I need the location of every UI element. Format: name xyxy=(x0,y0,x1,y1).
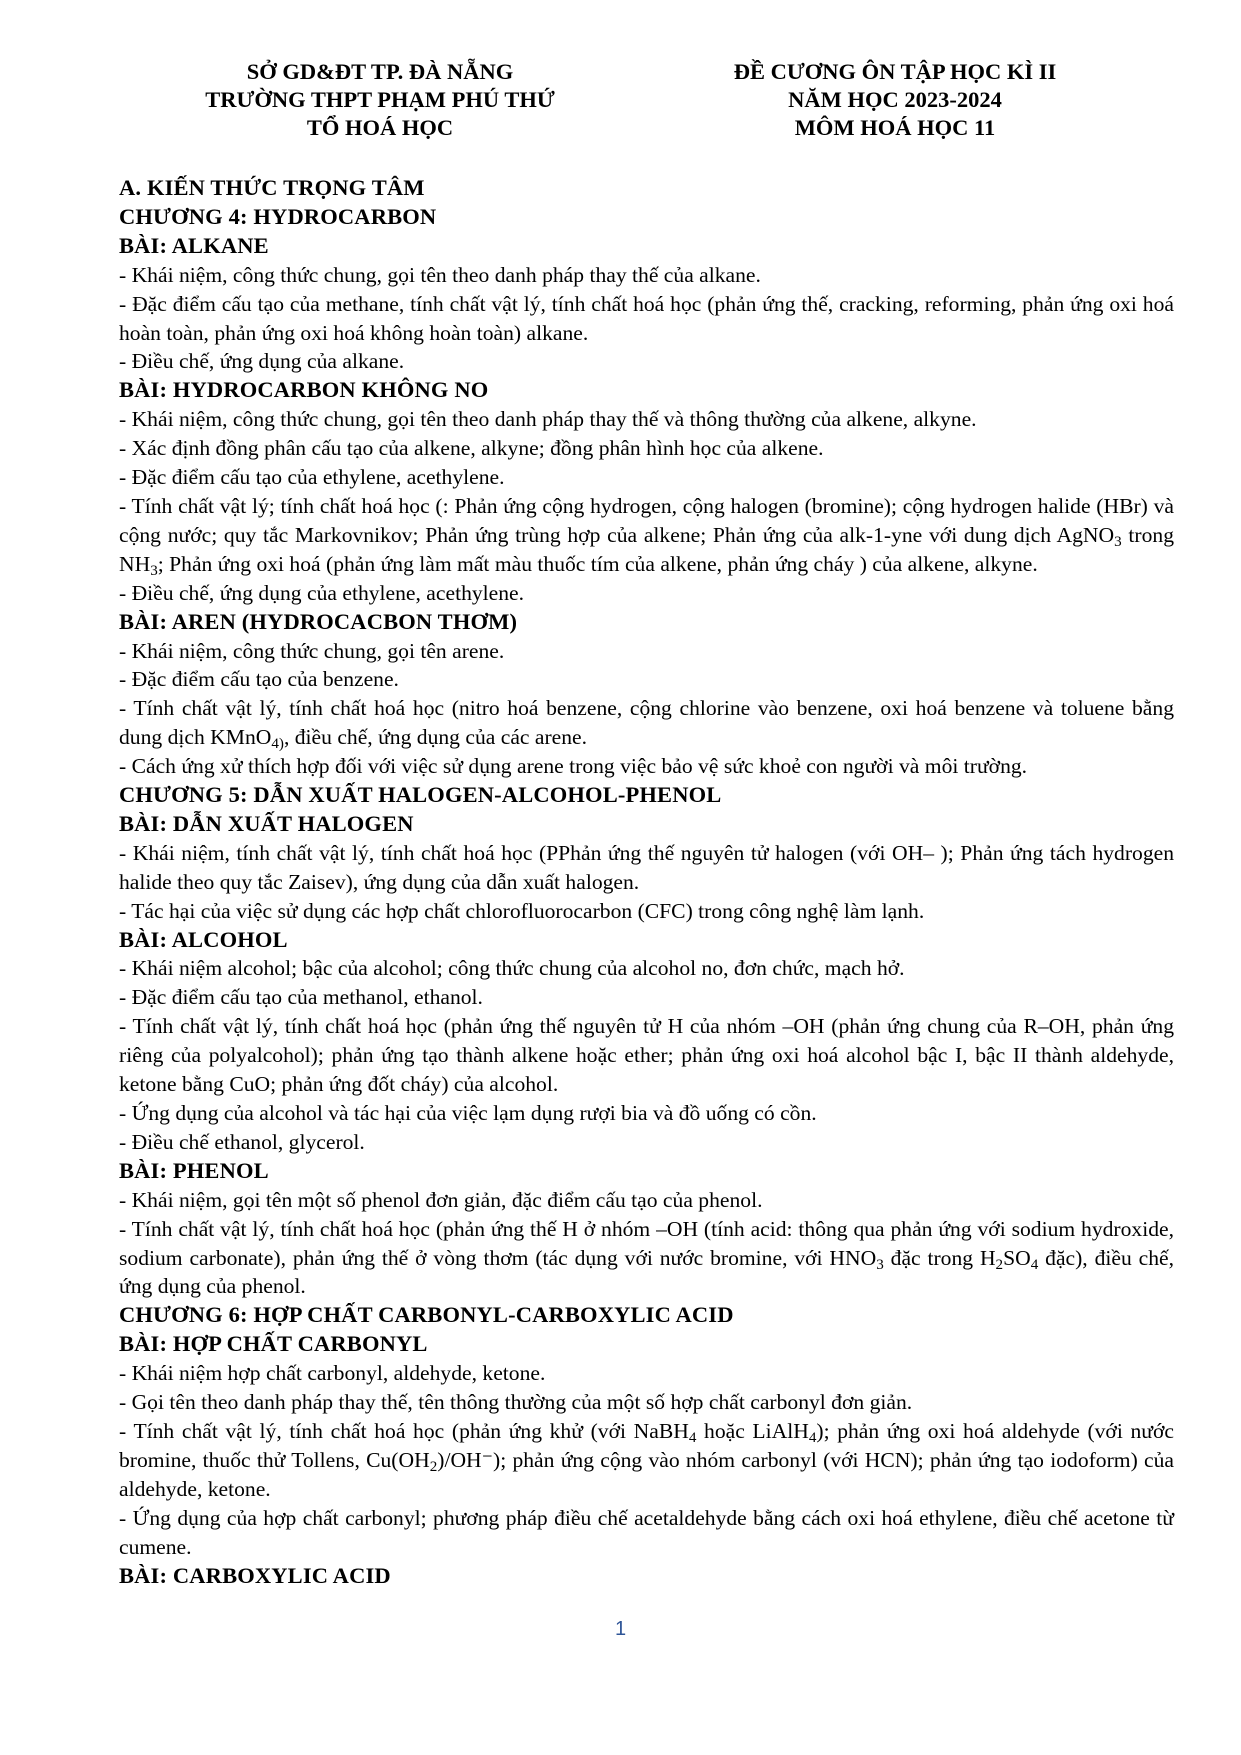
bullet-paragraph xyxy=(119,983,1174,1012)
paragraph-text: - Đặc điểm cấu tạo của methane, tính chất vật lý, tính chất hoá học (phản ứng thế, cracking, reforming, phản ứng oxi hoá hoàn toàn, phản ứng oxi hoá không hoàn toàn) alkane. xyxy=(119,291,1174,345)
header-right xyxy=(685,58,1105,142)
header-left-line: TỔ HOÁ HỌC xyxy=(306,115,454,140)
subscript: 4) xyxy=(271,735,284,752)
header-right-line: MÔM HOÁ HỌC 11 xyxy=(794,115,996,140)
paragraph-text: - Tính chất vật lý, tính chất hoá học (phản ứng thế H ở nhóm –OH (tính acid: thông qua phản ứng với sodium hydroxide, sodium carbonate), phản ứng thế ở vòng thơm (tác dụng với nước bromine, với HNO xyxy=(119,1216,1174,1270)
section-heading: CHƯƠNG 5: DẪN XUẤT HALOGEN-ALCOHOL-PHENOL xyxy=(119,782,722,808)
bullet-paragraph xyxy=(119,954,1174,983)
bullet-paragraph xyxy=(119,897,1174,926)
paragraph-text: - Khái niệm, công thức chung, gọi tên theo danh pháp thay thế và thông thường của alkene, alkyne. xyxy=(119,407,977,432)
paragraph-text: )/OH⁻); phản ứng cộng vào nhóm carbonyl (với HCN); phản ứng tạo iodoform) của aldehyde, ketone. xyxy=(119,1447,1174,1501)
section-heading: BÀI: CARBOXYLIC ACID xyxy=(119,1562,391,1588)
paragraph-text: - Điều chế ethanol, glycerol. xyxy=(119,1129,365,1154)
section-heading: BÀI: DẪN XUẤT HALOGEN xyxy=(119,810,414,836)
paragraph-text: - Xác định đồng phân cấu tạo của alkene, alkyne; đồng phân hình học của alkene. xyxy=(119,436,824,461)
paragraph-text: hoặc LiAlH xyxy=(696,1418,809,1443)
paragraph-text: - Tính chất vật lý, tính chất hoá học (phản ứng khử (với NaBH xyxy=(119,1418,689,1443)
section-heading: A. KIẾN THỨC TRỌNG TÂM xyxy=(119,175,425,200)
subscript: 3 xyxy=(876,1256,884,1273)
paragraph-text: trong NH xyxy=(119,522,1174,576)
paragraph-text: - Tính chất vật lý, tính chất hoá học (phản ứng thế nguyên tử H của nhóm –OH (phản ứng chung của R–OH, phản ứng riêng của polyalcohol); phản ứng tạo thành alkene hoặc ether; phản ứng oxi hoá alcohol bậc I, bậc II thành aldehyde, ketone bằng CuO; phản ứng đốt cháy) của alcohol. xyxy=(119,1014,1174,1097)
bullet-paragraph xyxy=(119,1099,1174,1128)
section-heading: CHƯƠNG 4: HYDROCARBON xyxy=(119,203,437,229)
paragraph-text: - Khái niệm hợp chất carbonyl, aldehyde, ketone. xyxy=(119,1361,546,1386)
header-right-line: ĐỀ CƯƠNG ÔN TẬP HỌC KÌ II xyxy=(733,59,1057,84)
bullet-paragraph xyxy=(119,579,1174,608)
paragraph-text: - Tính chất vật lý; tính chất hoá học (: Phản ứng cộng hydrogen, cộng halogen (bromine); cộng hydrogen halide (HBr) và cộng nước; quy tắc Markovnikov; Phản ứng trùng hợp của alkene; Phản ứng của alk-1-yne với dung dịch AgNO xyxy=(119,493,1174,547)
bullet-paragraph xyxy=(119,492,1174,579)
paragraph-text: , điều chế, ứng dụng của các arene. xyxy=(283,725,588,750)
bullet-paragraph xyxy=(119,1504,1174,1562)
section-heading: BÀI: ALCOHOL xyxy=(119,926,288,952)
section-heading: BÀI: AREN (HYDROCACBON THƠM) xyxy=(119,608,518,634)
bullet-paragraph xyxy=(119,1012,1174,1099)
paragraph-text: ); phản ứng oxi hoá aldehyde (với nước bromine, thuốc thử Tollens, Cu(OH xyxy=(119,1418,1174,1472)
bullet-paragraph xyxy=(119,261,1174,290)
bullet-paragraph xyxy=(119,463,1174,492)
bullet-paragraph xyxy=(119,752,1174,781)
section-heading: BÀI: HỢP CHẤT CARBONYL xyxy=(119,1331,428,1357)
paragraph-text: - Tính chất vật lý, tính chất hoá học (nitro hoá benzene, cộng chlorine vào benzene, oxi hoá benzene và toluene bằng dung dịch KMnO xyxy=(119,696,1174,750)
paragraph-text: - Điều chế, ứng dụng của ethylene, acethylene. xyxy=(119,580,525,605)
bullet-paragraph xyxy=(119,1388,1174,1417)
section-heading: BÀI: ALKANE xyxy=(119,232,269,258)
bullet-paragraph xyxy=(119,347,1174,376)
bullet-paragraph xyxy=(119,434,1174,463)
paragraph-text: - Khái niệm, tính chất vật lý, tính chất hoá học (PPhản ứng thế nguyên tử halogen (với OH– ); Phản ứng tách hydrogen halide theo quy tắc Zaisev), ứng dụng của dẫn xuất halogen. xyxy=(119,840,1174,894)
bullet-paragraph xyxy=(119,1128,1174,1157)
page-number: 1 xyxy=(614,1618,627,1640)
subscript: 4 xyxy=(688,1429,697,1446)
paragraph-text: - Khái niệm alcohol; bậc của alcohol; công thức chung của alcohol no, đơn chức, mạch hở. xyxy=(119,956,905,981)
paragraph-text: - Ứng dụng của alcohol và tác hại của việc lạm dụng rượi bia và đồ uống có cồn. xyxy=(119,1101,817,1125)
header-right-line: NĂM HỌC 2023-2024 xyxy=(788,87,1002,112)
bullet-paragraph xyxy=(119,665,1174,694)
header-left xyxy=(170,58,590,142)
bullet-paragraph xyxy=(119,290,1174,348)
bullet-paragraph xyxy=(119,637,1174,666)
paragraph-text: - Điều chế, ứng dụng của alkane. xyxy=(119,349,405,374)
paragraph-text: - Đặc điểm cấu tạo của benzene. xyxy=(119,667,399,692)
document-body xyxy=(119,174,1174,1590)
subscript: 4 xyxy=(808,1429,817,1446)
bullet-paragraph xyxy=(119,405,1174,434)
paragraph-text: SO xyxy=(1003,1245,1031,1270)
paragraph-text: - Cách ứng xử thích hợp đối với việc sử dụng arene trong việc bảo vệ sức khoẻ con người và môi trường. xyxy=(119,754,1028,779)
paragraph-text: - Khái niệm, gọi tên một số phenol đơn giản, đặc điểm cấu tạo của phenol. xyxy=(119,1187,763,1212)
paragraph-text: - Tác hại của việc sử dụng các hợp chất chlorofluorocarbon (CFC) trong công nghệ làm lạnh. xyxy=(119,898,925,923)
paragraph-text: - Khái niệm, công thức chung, gọi tên arene. xyxy=(119,638,505,663)
paragraph-text: - Gọi tên theo danh pháp thay thế, tên thông thường của một số hợp chất carbonyl đơn giản. xyxy=(119,1390,913,1415)
paragraph-text: đặc trong H xyxy=(883,1245,996,1270)
header-left-line: SỞ GD&ĐT TP. ĐÀ NẴNG xyxy=(246,59,514,84)
section-heading: BÀI: PHENOL xyxy=(119,1157,269,1183)
header-left-line: TRƯỜNG THPT PHẠM PHÚ THỨ xyxy=(205,87,555,112)
subscript: 3 xyxy=(1114,533,1122,550)
bullet-paragraph xyxy=(119,1359,1174,1388)
paragraph-text: - Đặc điểm cấu tạo của ethylene, acethylene. xyxy=(119,465,505,490)
subscript: 2 xyxy=(995,1256,1004,1273)
section-heading: BÀI: HYDROCARBON KHÔNG NO xyxy=(119,377,489,403)
paragraph-text: - Đặc điểm cấu tạo của methanol, ethanol. xyxy=(119,985,483,1010)
paragraph-text: - Ứng dụng của hợp chất carbonyl; phương pháp điều chế acetaldehyde bằng cách oxi hoá ethylene, điều chế acetone từ cumene. xyxy=(119,1505,1174,1559)
subscript: 2 xyxy=(429,1458,438,1475)
subscript: 4 xyxy=(1030,1256,1039,1273)
paragraph-text: - Khái niệm, công thức chung, gọi tên theo danh pháp thay thế của alkane. xyxy=(119,262,761,287)
paragraph-text: đặc), điều chế, ứng dụng của phenol. xyxy=(119,1245,1174,1299)
bullet-paragraph xyxy=(119,839,1174,897)
paragraph-text: ; Phản ứng oxi hoá (phản ứng làm mất màu thuốc tím của alkene, phản ứng cháy ) của alkene, alkyne. xyxy=(157,551,1038,576)
subscript: 3 xyxy=(150,562,158,579)
bullet-paragraph xyxy=(119,1215,1174,1302)
section-heading: CHƯƠNG 6: HỢP CHẤT CARBONYL-CARBOXYLIC ACID xyxy=(119,1302,734,1328)
bullet-paragraph xyxy=(119,1417,1174,1504)
bullet-paragraph xyxy=(119,1186,1174,1215)
bullet-paragraph xyxy=(119,694,1174,752)
